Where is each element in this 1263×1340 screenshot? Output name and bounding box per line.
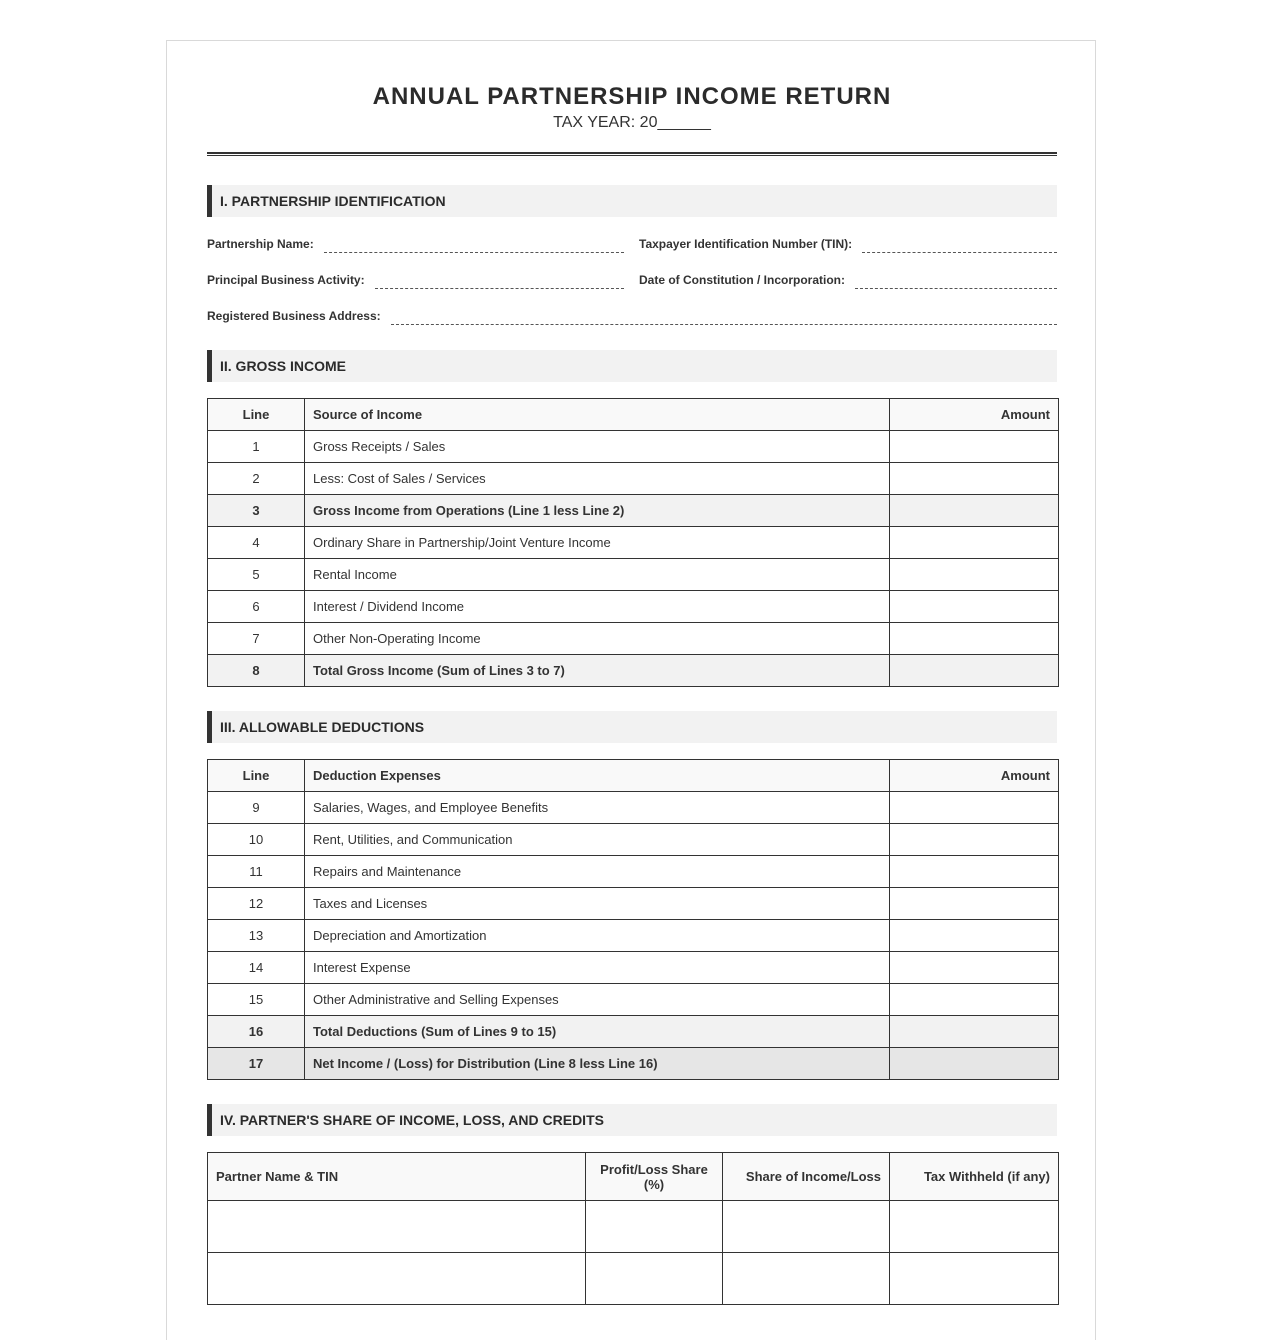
partnership-name-field [207, 233, 624, 253]
share-income-cell[interactable] [723, 1253, 890, 1305]
amount-cell[interactable] [890, 920, 1059, 952]
column-header-amount: Amount [890, 399, 1059, 431]
line-number: 7 [208, 623, 305, 655]
amount-cell[interactable] [890, 856, 1059, 888]
table-row [208, 888, 1059, 920]
amount-cell[interactable] [890, 1016, 1059, 1048]
line-description: Net Income / (Loss) for Distribution (Line 8 less Line 16) [305, 1048, 890, 1080]
tax-withheld-cell[interactable] [890, 1253, 1059, 1305]
line-number: 3 [208, 495, 305, 527]
table-row [208, 1048, 1059, 1080]
partnership-name-label: Partnership Name: [207, 237, 314, 251]
table-row [208, 559, 1059, 591]
column-header-line: Line [208, 399, 305, 431]
line-number: 17 [208, 1048, 305, 1080]
line-description: Gross Receipts / Sales [305, 431, 890, 463]
line-number: 6 [208, 591, 305, 623]
line-description: Interest Expense [305, 952, 890, 984]
table-row [208, 655, 1059, 687]
partner-name-cell[interactable] [208, 1201, 586, 1253]
header-divider [207, 152, 1057, 156]
amount-cell[interactable] [890, 824, 1059, 856]
amount-cell[interactable] [890, 1048, 1059, 1080]
address-field [207, 305, 1057, 325]
partner-share-table [207, 1152, 1059, 1305]
line-number: 14 [208, 952, 305, 984]
line-number: 8 [208, 655, 305, 687]
line-description: Other Administrative and Selling Expenses [305, 984, 890, 1016]
table-row [208, 824, 1059, 856]
table-row [208, 1201, 1059, 1253]
line-number: 15 [208, 984, 305, 1016]
share-income-cell[interactable] [723, 1201, 890, 1253]
column-header-line: Line [208, 760, 305, 792]
deductions-table [207, 759, 1059, 1080]
column-header-deduction: Deduction Expenses [305, 760, 890, 792]
line-description: Repairs and Maintenance [305, 856, 890, 888]
date-constitution-field [639, 269, 1057, 289]
section-identification-heading: I. PARTNERSHIP IDENTIFICATION [207, 185, 1057, 217]
line-description: Taxes and Licenses [305, 888, 890, 920]
amount-cell[interactable] [890, 591, 1059, 623]
amount-cell[interactable] [890, 527, 1059, 559]
tin-field [639, 233, 1057, 253]
section-gross-income-heading: II. GROSS INCOME [207, 350, 1057, 382]
line-description: Total Deductions (Sum of Lines 9 to 15) [305, 1016, 890, 1048]
tin-label: Taxpayer Identification Number (TIN): [639, 237, 853, 251]
share-percent-cell[interactable] [586, 1253, 723, 1305]
column-header-share-income: Share of Income/Loss [723, 1153, 890, 1201]
table-row [208, 856, 1059, 888]
column-header-partner-name: Partner Name & TIN [208, 1153, 586, 1201]
line-number: 10 [208, 824, 305, 856]
table-row [208, 920, 1059, 952]
line-number: 11 [208, 856, 305, 888]
amount-cell[interactable] [890, 431, 1059, 463]
line-number: 12 [208, 888, 305, 920]
column-header-amount: Amount [890, 760, 1059, 792]
line-description: Gross Income from Operations (Line 1 less Line 2) [305, 495, 890, 527]
tin-input[interactable] [862, 238, 1057, 253]
table-row [208, 1016, 1059, 1048]
tax-year-field[interactable]: TAX YEAR: 20______ [553, 114, 711, 131]
line-description: Salaries, Wages, and Employee Benefits [305, 792, 890, 824]
amount-cell[interactable] [890, 655, 1059, 687]
address-label: Registered Business Address: [207, 309, 381, 323]
column-header-share-percent: Profit/Loss Share (%) [586, 1153, 723, 1201]
line-description: Ordinary Share in Partnership/Joint Venture Income [305, 527, 890, 559]
line-description: Less: Cost of Sales / Services [305, 463, 890, 495]
business-activity-input[interactable] [375, 274, 624, 289]
line-number: 13 [208, 920, 305, 952]
table-row [208, 463, 1059, 495]
line-description: Rent, Utilities, and Communication [305, 824, 890, 856]
address-input[interactable] [391, 310, 1057, 325]
line-description: Depreciation and Amortization [305, 920, 890, 952]
gross-income-table [207, 398, 1059, 687]
form-page [166, 40, 1096, 1340]
section-partner-share-heading: IV. PARTNER'S SHARE OF INCOME, LOSS, AND CREDITS [207, 1104, 1057, 1136]
amount-cell[interactable] [890, 463, 1059, 495]
table-row [208, 1253, 1059, 1305]
line-description: Interest / Dividend Income [305, 591, 890, 623]
line-number: 5 [208, 559, 305, 591]
table-row [208, 984, 1059, 1016]
line-description: Rental Income [305, 559, 890, 591]
line-number: 4 [208, 527, 305, 559]
line-number: 16 [208, 1016, 305, 1048]
business-activity-label: Principal Business Activity: [207, 273, 365, 287]
column-header-tax-withheld: Tax Withheld (if any) [890, 1153, 1059, 1201]
amount-cell[interactable] [890, 559, 1059, 591]
table-row [208, 952, 1059, 984]
date-constitution-label: Date of Constitution / Incorporation: [639, 273, 845, 287]
business-activity-field [207, 269, 624, 289]
table-row [208, 623, 1059, 655]
line-number: 1 [208, 431, 305, 463]
line-description: Total Gross Income (Sum of Lines 3 to 7) [305, 655, 890, 687]
amount-cell[interactable] [890, 792, 1059, 824]
line-number: 9 [208, 792, 305, 824]
partner-name-cell[interactable] [208, 1253, 586, 1305]
section-deductions-heading: III. ALLOWABLE DEDUCTIONS [207, 711, 1057, 743]
amount-cell[interactable] [890, 495, 1059, 527]
amount-cell[interactable] [890, 984, 1059, 1016]
column-header-source: Source of Income [305, 399, 890, 431]
table-row [208, 527, 1059, 559]
table-row [208, 792, 1059, 824]
partnership-name-input[interactable] [324, 238, 624, 253]
amount-cell[interactable] [890, 952, 1059, 984]
amount-cell[interactable] [890, 623, 1059, 655]
table-row [208, 591, 1059, 623]
table-row [208, 495, 1059, 527]
line-number: 2 [208, 463, 305, 495]
line-description: Other Non-Operating Income [305, 623, 890, 655]
tax-withheld-cell[interactable] [890, 1201, 1059, 1253]
table-row [208, 431, 1059, 463]
date-constitution-input[interactable] [855, 274, 1057, 289]
amount-cell[interactable] [890, 888, 1059, 920]
share-percent-cell[interactable] [586, 1201, 723, 1253]
form-title: ANNUAL PARTNERSHIP INCOME RETURN [372, 83, 892, 110]
